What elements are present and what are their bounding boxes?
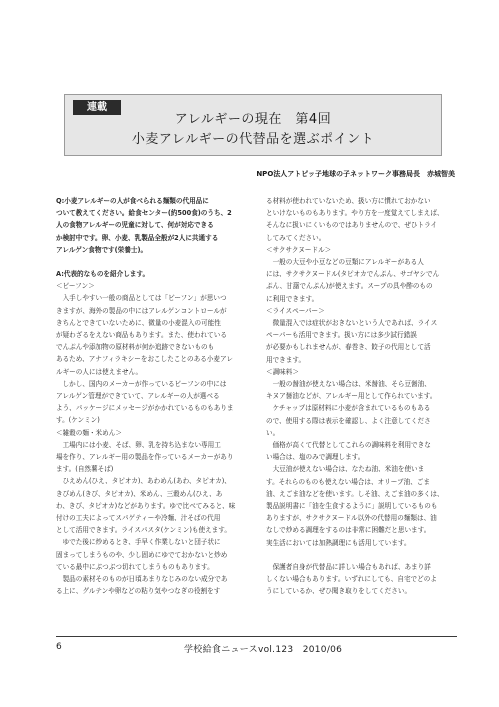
text-line: アレルゲン管理ができていて、アレルギーの人が選べる (56, 392, 220, 401)
series-tag: 連載 (73, 100, 121, 115)
text-line: 実生活においては加熱調理にも活用しています。 (266, 538, 411, 547)
text-line: 保護者自身が代替品に詳しい場合もあれば、あまり詳 (266, 562, 431, 571)
text-line: 場を作り、アレルギー用の製品を作っているメーカーがあり (56, 453, 234, 462)
left-text-column (56, 195, 261, 598)
text-line: きびめん(きび、タピオカ)、米めん、三穀めん(ひえ、あ (56, 489, 223, 498)
text-line: る上に、グルテンや卵などの粘り気やつなぎの役割をす (56, 587, 221, 596)
text-line: しかし、国内のメーカーが作っているビーフンの中には (56, 379, 227, 388)
text-line: ＜調味料＞ (266, 367, 299, 376)
text-line: ゆでた後に炒めるとき、手早く作業しないと団子状に (56, 538, 221, 547)
text-line: い。 (266, 428, 280, 437)
question-line: 人の食物アレルギーの児童に対して、何が対応できる (56, 221, 214, 230)
text-line: 微量混入では症状がおきないという人であれば、ライス (266, 319, 438, 328)
text-line: す。それらのものも使えない場合は、オリーブ油、ごま (266, 477, 430, 486)
text-line: ぷん、甘藷でんぷん)が使えます。スープの具や酢のもの (266, 282, 433, 291)
publication-footer: 学校給食ニュースvol.123 2010/06 (184, 645, 343, 655)
text-line: 価格が高くて代替としてこれらの調味料を利用できな (266, 441, 431, 450)
text-line: キヌア醤油などが、アレルギー用として作られています。 (266, 392, 437, 401)
question-line: Q:小麦アレルギーの人が食べられる麺類の代用品に (56, 197, 209, 205)
text-line: わ、きび、タピオカ)などがあります。ゆで比べてみると、味 (56, 501, 236, 510)
text-line: ＜雑穀の麺・米めん＞ (56, 428, 122, 437)
right-text-column (266, 195, 466, 598)
text-line: ます。(自然薯そば) (56, 465, 114, 474)
text-line: 大豆油が使えない場合は、なたね油、米油を使いま (266, 465, 425, 474)
question-line: アレルゲン食物です(栄養士)。 (56, 245, 148, 254)
text-line: が疑わざるをえない商品もあります。また、使われている (56, 331, 227, 340)
text-line: ひえめん(ひえ、タピオカ)、あわめん(あわ、タピオカ)、 (56, 477, 231, 486)
text-line: が必要かもしれませんが、春巻き、餃子の代用として活 (266, 343, 431, 352)
paragraph-gap (266, 549, 466, 561)
text-line: 製品説明書に「油を生食するように」説明しているものも (266, 502, 438, 511)
text-line: ＜ビーフン＞ (56, 282, 95, 291)
text-line: といけないものもあります。やり方を一度覚えてしまえば、 (266, 209, 444, 218)
question-line: ついて教えてください。給食センター(約500食)のうち、2 (56, 209, 232, 218)
footer-divider (56, 636, 457, 637)
text-line: ので、使用する際は表示を確認し、よく注意してくださ (266, 416, 431, 425)
text-line: い場合は、塩のみで調理します。 (266, 453, 365, 462)
text-line: きちんとできていないために、微量の小麦混入の可能性 (56, 318, 221, 327)
text-line: 固まってしまうものや、少し固めにゆでておかないと炒め (56, 550, 228, 559)
text-line: ＜ライスペーパー＞ (266, 306, 325, 315)
text-line: しくない場合もあります。いずれにしても、自宅でどのよ (266, 575, 437, 584)
text-line: 一般の醤油が使えない場合は、米醤油、そら豆醤油、 (266, 380, 431, 389)
text-line: ＜サクサクヌードル＞ (266, 245, 332, 254)
text-line: そんなに扱いにくいものではありませんので、ぜひトライ (266, 221, 438, 230)
question-line: か検討中です。卵、小麦、乳製品全般が2人に共通する (56, 233, 219, 242)
text-line: よう、パッケージにメッセージがかかれているものもありま (56, 404, 234, 413)
text-line: なしで炒める調理をするのは非常に困難だと思います。 (266, 526, 431, 535)
text-line: ありますが、サクサクヌードル以外の代替用の麺類は、油 (266, 514, 437, 523)
text-line: うにしているか、ぜひ聞き取りをしてください。 (266, 587, 412, 596)
text-line: でんぷんや添加物の原材料が何か追跡できないものも (56, 343, 215, 352)
text-line: として活用できます。ライスパスタ(ケンミン)も使えます。 (56, 526, 231, 535)
text-line: る材料が使われていないため、扱い方に慣れておかない (266, 197, 431, 205)
text-line: してみてください。 (266, 233, 326, 242)
author-byline: NPO法人アトピッ子地球の子ネットワーク事務局長 赤城智美 (256, 170, 455, 178)
page-number: 6 (56, 642, 62, 652)
text-line: 製品の素材そのものが日頃あまりなじみのない成分であ (56, 575, 228, 584)
text-line: 用できます。 (266, 355, 306, 364)
text-line: す。(ケンミン) (56, 416, 100, 425)
article-subtitle: 小麦アレルギーの代替品を選ぶポイント (131, 132, 375, 147)
text-line: 一般の大豆や小豆などの豆類にアレルギーがある人 (266, 258, 424, 267)
paragraph-gap (56, 256, 261, 268)
text-line: あるため、アナフィラキシーをおこしたことのある小麦アレ (56, 355, 233, 364)
article-title-box (64, 94, 442, 156)
text-line: ペーパーも活用できます。扱い方には多少試行錯誤 (266, 331, 417, 340)
question-line: A:代表的なものを紹介します。 (56, 270, 150, 279)
text-line: 付けの工夫によってスパゲティーや冷麺、汁そばの代用 (56, 514, 221, 523)
article-title: アレルギーの現在 第4回 (174, 112, 332, 127)
text-line: 工場内には小麦、そば、卵、乳を持ち込まない専用工 (56, 440, 221, 449)
text-line: 入手しやすい一般の商品としては「ビーフン」が思いつ (56, 294, 227, 303)
text-line: ケチャップは原材料に小麦が含まれているものもある (266, 404, 431, 413)
text-line: には、サクサクヌードル(タピオカでんぷん、サゴヤシでん (266, 270, 440, 279)
text-line: ルギーの人には使えません。 (56, 367, 143, 376)
text-line: 油、えごま油などを使います。しそ油、えごま油の多くは、 (266, 489, 444, 498)
text-line: ている最中にぶつぶつ切れてしまうものもあります。 (56, 562, 214, 571)
text-line: きますが、海外の製品の中にはアレルゲンコントロールが (56, 306, 227, 315)
text-line: に利用できます。 (266, 294, 319, 303)
